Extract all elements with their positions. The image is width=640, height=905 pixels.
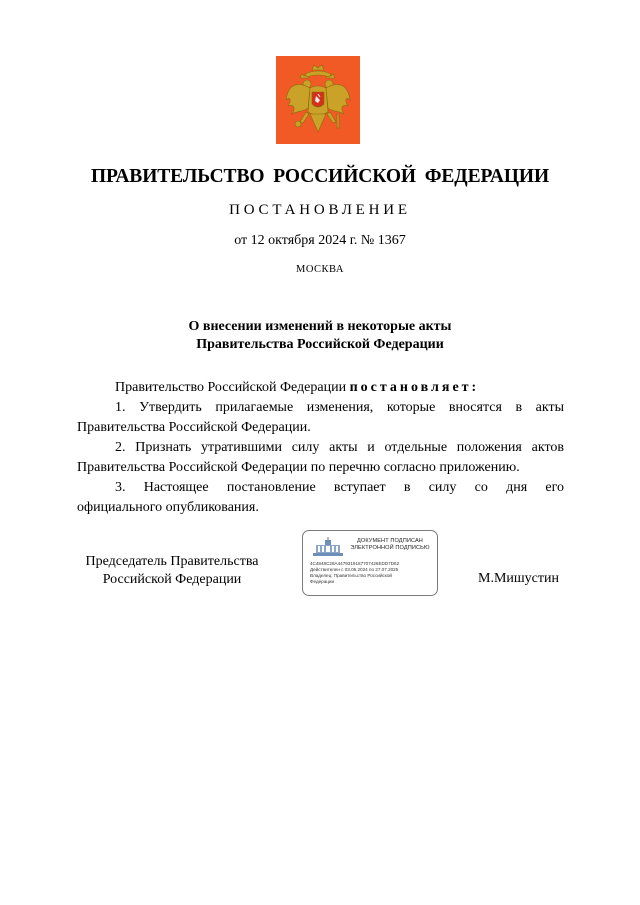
double-headed-eagle-icon [276,56,360,144]
item-1-line-2: Правительства Российской Федерации. [77,420,311,435]
government-title: ПРАВИТЕЛЬСТВО РОССИЙСКОЙ ФЕДЕРАЦИИ [90,166,550,187]
stamp-title-line-2: ЭЛЕКТРОННОЙ ПОДПИСЬЮ [350,545,430,551]
electronic-signature-stamp [302,530,438,596]
stamp-details [310,561,436,585]
item-3-line-1: 3. Настоящее постановление вступает в силу со дня его [115,480,564,495]
document-city: МОСКВА [296,264,344,275]
coat-of-arms-emblem [276,56,360,144]
document-subject [0,318,640,354]
preamble-text: Правительство Российской Федерации [115,380,347,395]
stamp-owner-line-2: Федерации [310,579,335,584]
item-2-line-2: Правительства Российской Федерации по перечню согласно приложению. [77,460,520,475]
preamble-paragraph [77,378,564,398]
document-date-number: от 12 октября 2024 г. № 1367 [234,233,406,248]
stamp-title-line-1: ДОКУМЕНТ ПОДПИСАН [357,538,423,544]
stamp-logo [311,537,345,559]
signer-position-line-1: Председатель Правительства [85,554,259,569]
stamp-certificate: 4C4848C28A4479319187707426EDD7D62 [310,561,400,566]
item-3-line-2: официального опубликования. [77,500,259,515]
subject-line-2: Правительства Российской Федерации [196,337,444,352]
stamp-owner-line-1: Владелец: Правительство Российской [310,573,392,578]
signer-name: М.Мишустин [478,571,559,586]
subject-line-1: О внесении изменений в некоторые акты [188,319,452,334]
decree-word: постановляет: [349,380,480,395]
document-type: ПОСТАНОВЛЕНИЕ [229,202,411,218]
stamp-validity: Действителен с 03.05.2024 по 27.07.2025 [310,567,399,572]
signer-position-line-2: Российской Федерации [102,572,242,587]
government-building-icon [311,537,345,559]
item-2-line-1: 2. Признать утратившими силу акты и отдельные положения актов [115,440,564,455]
document-body [77,378,564,518]
item-1-line-1: 1. Утвердить прилагаемые изменения, которые вносятся в акты [115,400,564,415]
stamp-title [347,538,433,552]
signer-position [77,553,267,589]
